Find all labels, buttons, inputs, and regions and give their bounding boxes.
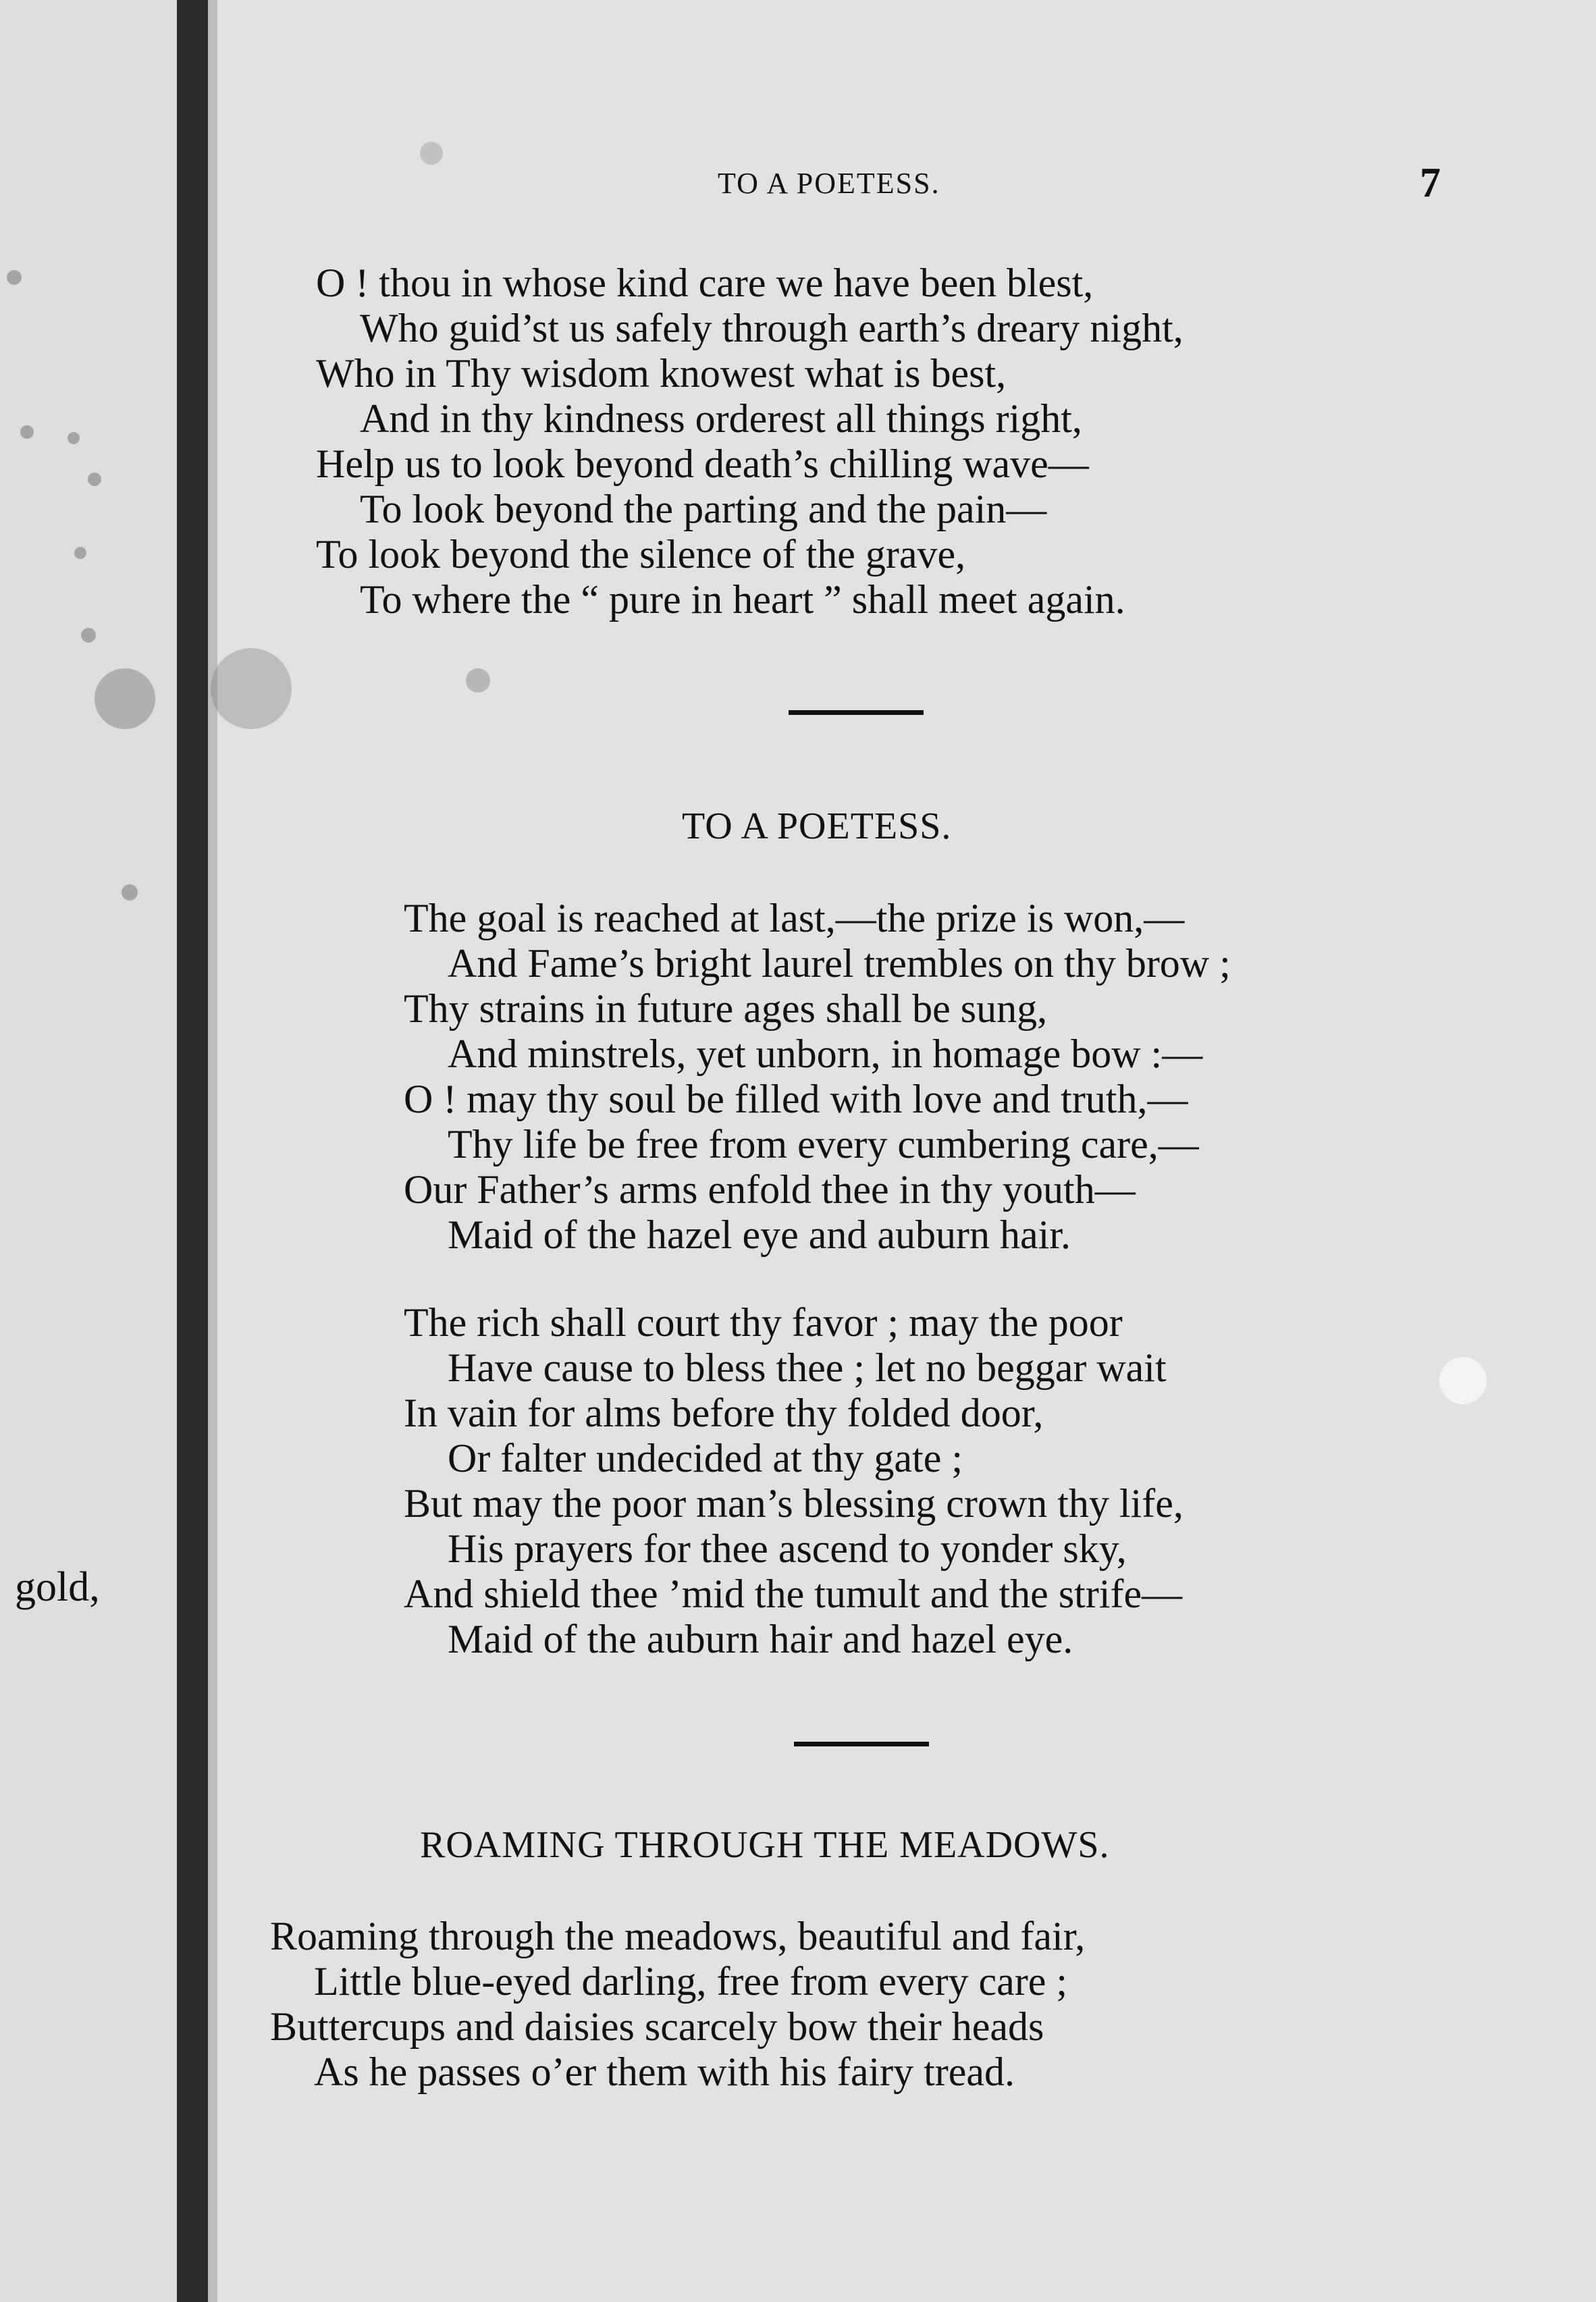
ink-spot (95, 668, 155, 729)
poem-1-stanza (316, 261, 1183, 622)
poem-line: The rich shall court thy favor ; may the poor (404, 1300, 1123, 1345)
left-page-fragment: gold, (15, 1564, 100, 1610)
ink-spot (466, 668, 490, 693)
poem-line: To where the “ pure in heart ” shall meet again. (360, 577, 1125, 622)
ink-spot (81, 628, 96, 643)
poem-line: The goal is reached at last,—the prize is won,— (404, 896, 1185, 940)
ink-spot (74, 547, 86, 559)
poem-2-title: TO A POETESS. (682, 805, 952, 847)
ink-spot (122, 884, 138, 901)
ink-spot (211, 648, 292, 729)
poem-line: Who guid’st us safely through earth’s dreary night, (360, 306, 1183, 350)
poem-line: O ! may thy soul be filled with love and truth,— (404, 1077, 1188, 1121)
poem-2-stanza-2 (404, 1300, 1183, 1662)
section-divider (789, 710, 924, 715)
poem-2-stanza-1 (404, 896, 1231, 1258)
running-head: TO A POETESS. (718, 167, 940, 200)
ink-spot (68, 432, 80, 444)
poem-line: His prayers for thee ascend to yonder sky, (448, 1526, 1127, 1571)
poem-line: Who in Thy wisdom knowest what is best, (316, 351, 1007, 396)
ink-spot (20, 425, 34, 439)
section-divider (794, 1742, 929, 1746)
poem-line: Roaming through the meadows, beautiful and fair, (270, 1914, 1086, 1958)
poem-line: Our Father’s arms enfold thee in thy youth— (404, 1167, 1136, 1212)
ink-spot (7, 270, 22, 285)
poem-line: And minstrels, yet unborn, in homage bow :— (448, 1032, 1203, 1076)
poem-line: Thy life be free from every cumbering care,— (448, 1122, 1199, 1167)
poem-line: As he passes o’er them with his fairy tread. (314, 2050, 1015, 2094)
binding-edge (208, 0, 217, 2302)
poem-line: Maid of the hazel eye and auburn hair. (448, 1212, 1071, 1257)
ink-spot (88, 473, 101, 486)
poem-line: But may the poor man’s blessing crown thy life, (404, 1481, 1183, 1526)
ink-spot (1439, 1357, 1487, 1404)
page-number: 7 (1420, 160, 1441, 206)
poem-line: Maid of the auburn hair and hazel eye. (448, 1617, 1073, 1661)
poem-3-title: ROAMING THROUGH THE MEADOWS. (420, 1824, 1110, 1866)
poem-line: Have cause to bless thee ; let no beggar wait (448, 1345, 1167, 1390)
poem-line: Buttercups and daisies scarcely bow their heads (270, 2004, 1044, 2049)
ink-spot (420, 142, 443, 165)
poem-line: And in thy kindness orderest all things right, (360, 396, 1082, 441)
poem-line: Help us to look beyond death’s chilling wave— (316, 441, 1089, 486)
poem-line: Or falter undecided at thy gate ; (448, 1436, 963, 1480)
poem-line: In vain for alms before thy folded door, (404, 1391, 1044, 1435)
poem-3-stanza (270, 1914, 1085, 2095)
poem-line: To look beyond the silence of the grave, (316, 532, 966, 577)
poem-line: O ! thou in whose kind care we have been blest, (316, 261, 1094, 305)
poem-line: Thy strains in future ages shall be sung, (404, 986, 1048, 1031)
poem-line: And shield thee ’mid the tumult and the strife— (404, 1572, 1183, 1616)
poem-line: And Fame’s bright laurel trembles on thy brow ; (448, 941, 1231, 986)
poem-line: Little blue-eyed darling, free from every care ; (314, 1959, 1068, 2004)
book-binding (177, 0, 208, 2302)
facing-page (0, 0, 177, 2302)
poem-line: To look beyond the parting and the pain— (360, 487, 1047, 531)
